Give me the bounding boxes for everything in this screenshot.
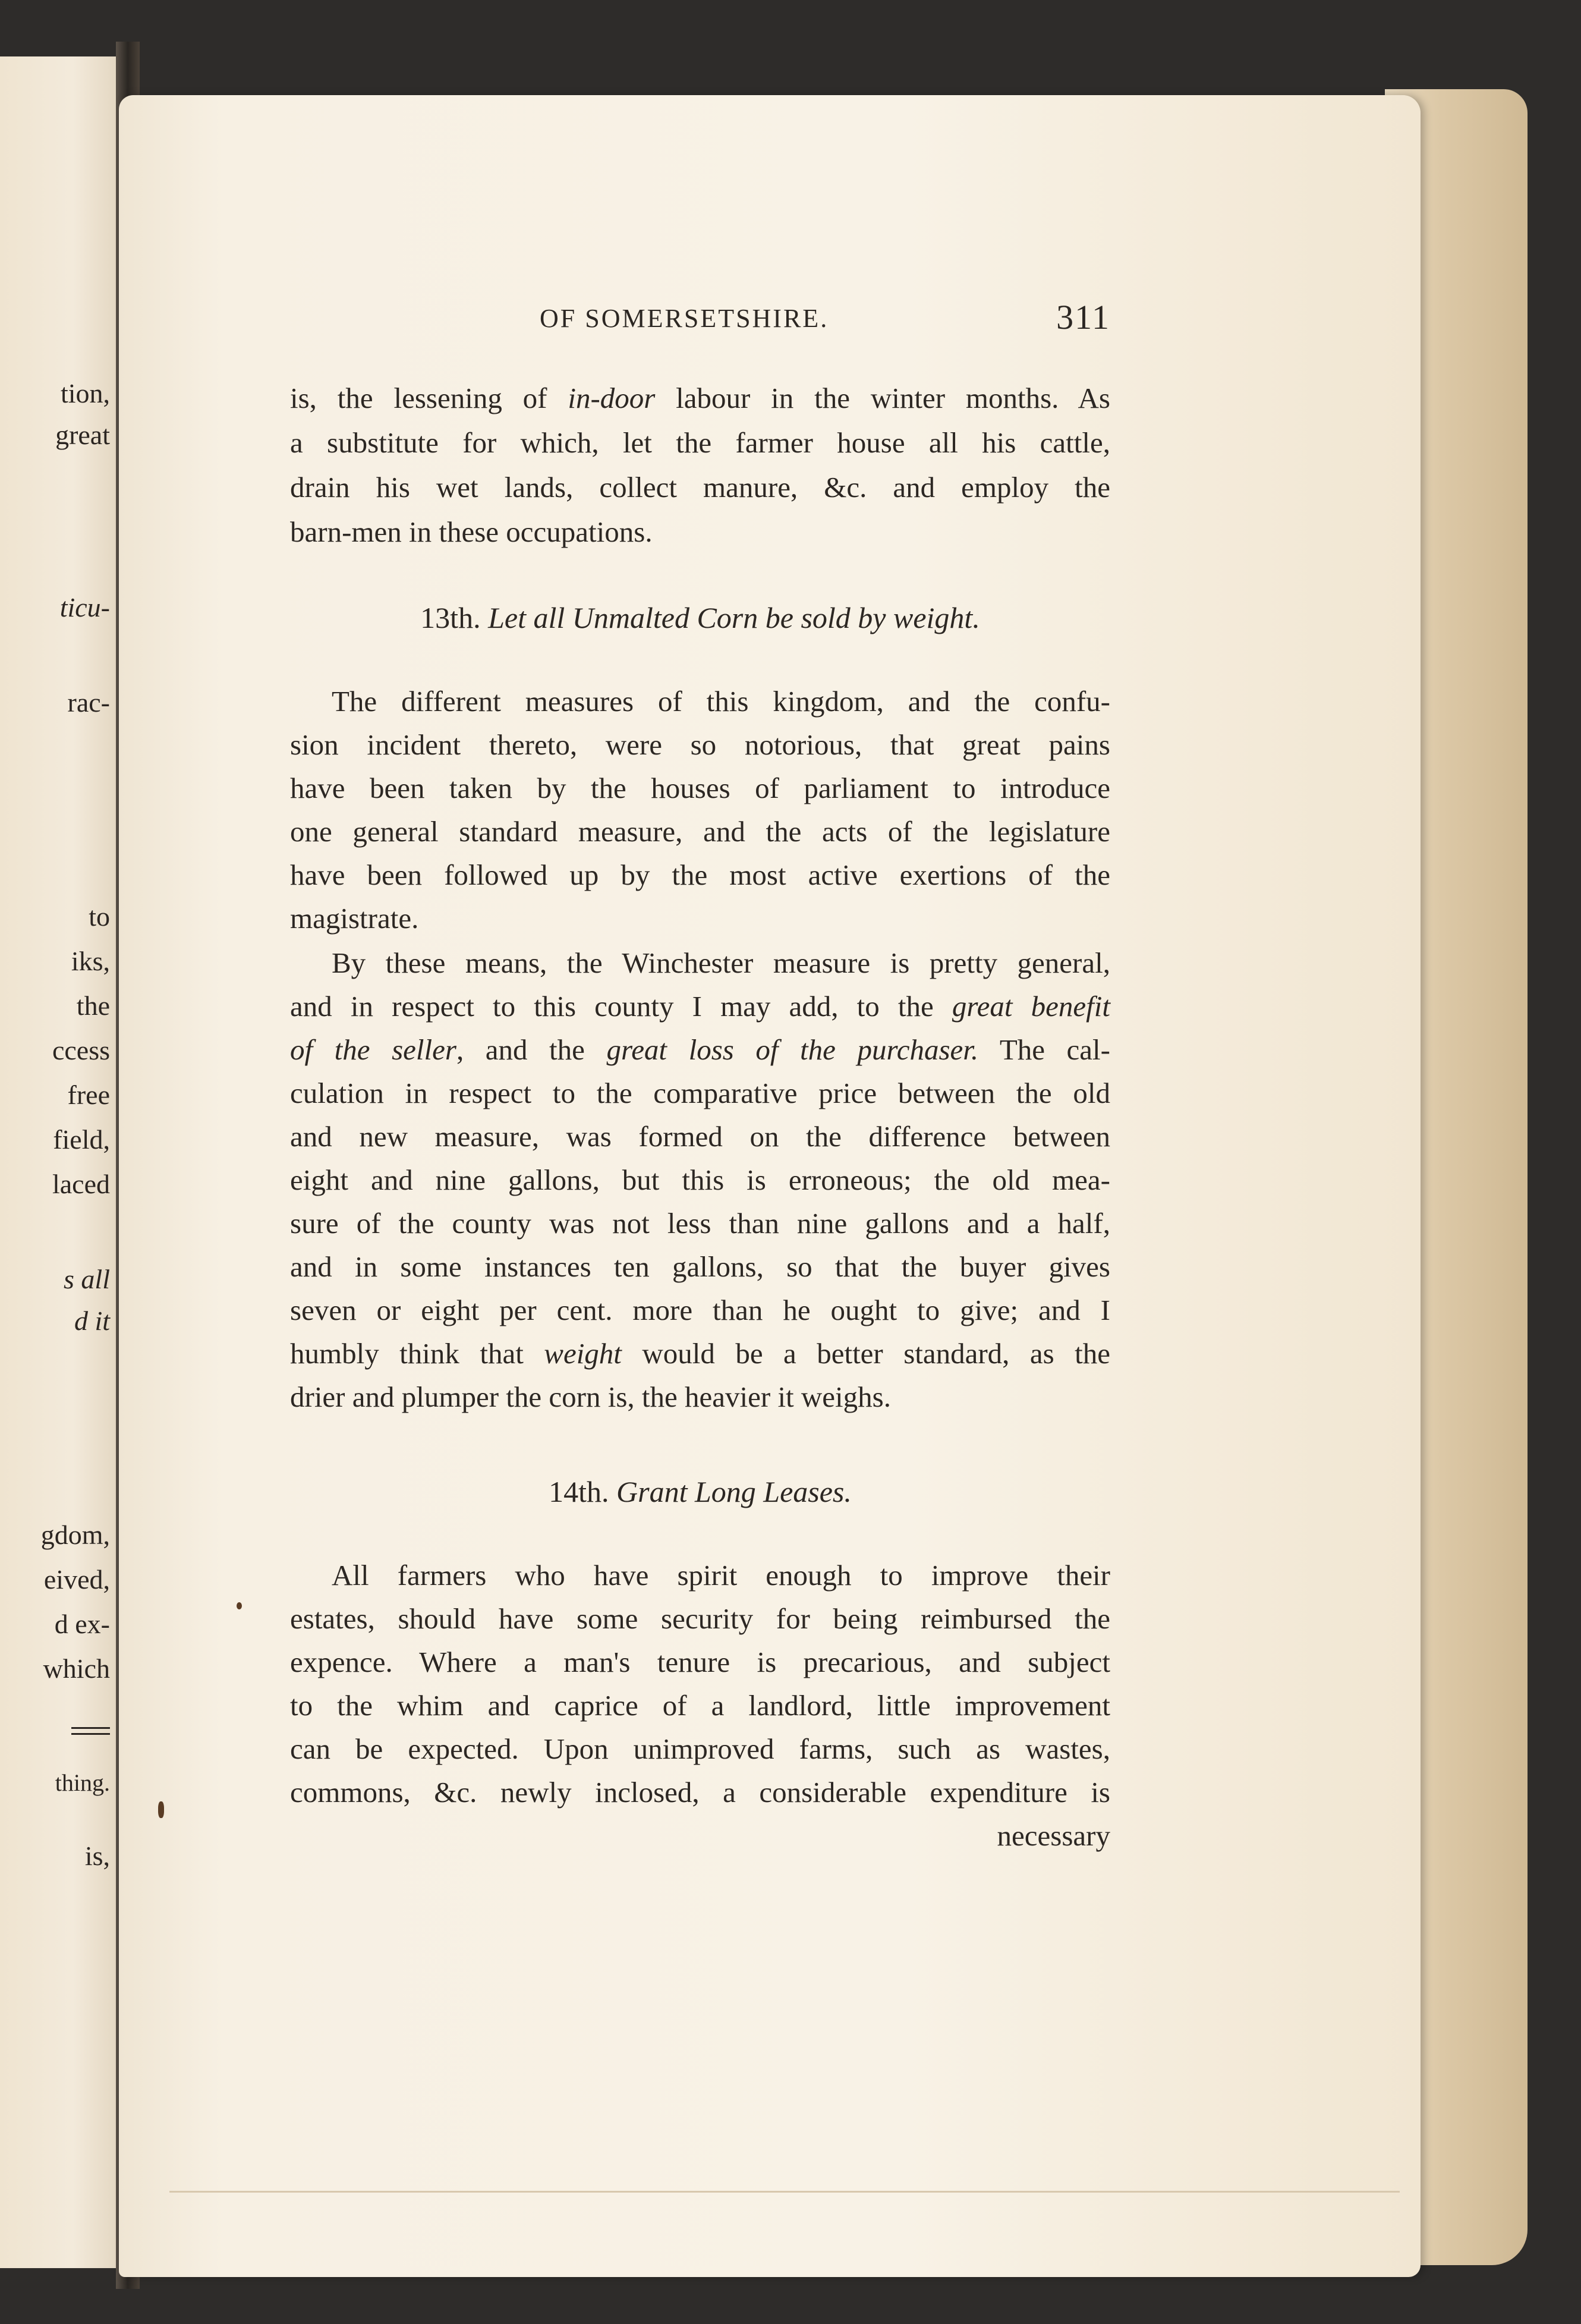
section-title: Grant Long Leases. (616, 1475, 852, 1508)
left-fragment: the (76, 990, 110, 1021)
text-line: magistrate. (290, 902, 419, 935)
section-number: 14th. (549, 1475, 609, 1508)
text-line: sion incident thereto, were so notorious, that great pains (290, 728, 1110, 761)
left-fragment: gdom, (40, 1520, 110, 1550)
text-line: one general standard measure, and the acts of the legislature (290, 815, 1110, 848)
section-heading (290, 600, 1110, 642)
left-fragment: to (89, 901, 110, 932)
left-fragment: thing. (55, 1769, 110, 1796)
text-line: barn-men in these occupations. (290, 515, 653, 548)
left-rule (71, 1733, 110, 1735)
section-number: 13th. (420, 601, 481, 634)
text-line: to the whim and caprice of a landlord, little improvement (290, 1689, 1110, 1722)
left-facing-page (0, 56, 122, 2268)
text-line: expence. Where a man's tenure is precarious, and subject (290, 1646, 1110, 1678)
page-number: 311 (1056, 298, 1110, 337)
left-fragment: d ex- (54, 1609, 110, 1639)
text-line: All farmers who have spirit enough to improve their (332, 1559, 1110, 1592)
left-fragment: iks, (71, 946, 110, 976)
text-line: have been followed up by the most active exertions of the (290, 858, 1110, 891)
text-line: seven or eight per cent. more than he ought to give; and I (290, 1294, 1110, 1326)
text-line: humbly think that weight would be a better standard, as the (290, 1337, 1110, 1370)
text-line: commons, &c. newly inclosed, a considerable expenditure is (290, 1776, 1110, 1809)
section-heading (290, 1474, 1110, 1516)
catchword: necessary (997, 1819, 1110, 1852)
left-fragment: free (67, 1080, 110, 1110)
left-fragment: field, (53, 1124, 110, 1155)
text-line: By these means, the Winchester measure is pretty general, (332, 946, 1110, 979)
left-fragment: tion, (60, 378, 110, 408)
text-line: The different measures of this kingdom, and the confu- (332, 685, 1110, 718)
left-fragment: rac- (67, 687, 110, 718)
left-fragment: s all (64, 1264, 110, 1294)
running-head (290, 297, 1110, 339)
left-fragment: is, (84, 1841, 110, 1871)
text-line: and new measure, was formed on the difference between (290, 1120, 1110, 1153)
running-head-title: OF SOMERSETSHIRE. (540, 304, 829, 333)
text-line: can be expected. Upon unimproved farms, such as wastes, (290, 1732, 1110, 1765)
left-rule (71, 1727, 110, 1729)
text-line: eight and nine gallons, but this is erroneous; the old mea- (290, 1163, 1110, 1196)
left-fragment: which (43, 1653, 110, 1684)
section-title: Let all Unmalted Corn be sold by weight. (488, 601, 980, 634)
left-fragment: ticu- (59, 592, 110, 622)
text-line: of the seller, and the great loss of the purchaser. The cal- (290, 1033, 1110, 1066)
text-line: a substitute for which, let the farmer house all his cattle, (290, 426, 1110, 459)
text-line: culation in respect to the comparative price between the old (290, 1077, 1110, 1109)
text-line: drain his wet lands, collect manure, &c. and employ the (290, 471, 1110, 504)
page-bottom-edge (169, 2191, 1400, 2193)
foxing-spot (237, 1602, 242, 1609)
text-line: estates, should have some security for being reimbursed the (290, 1602, 1110, 1635)
text-line: have been taken by the houses of parliament to introduce (290, 772, 1110, 804)
left-fragment: ccess (52, 1035, 110, 1065)
left-fragment: great (55, 420, 110, 450)
text-line: and in some instances ten gallons, so that the buyer gives (290, 1250, 1110, 1283)
text-line: is, the lessening of in-door labour in the winter months. As (290, 382, 1110, 414)
text-line: drier and plumper the corn is, the heavier it weighs. (290, 1380, 891, 1413)
foxing-spot (158, 1801, 164, 1818)
left-fragment: d it (74, 1306, 110, 1336)
text-line: and in respect to this county I may add, to the great benefit (290, 990, 1110, 1023)
left-fragment: eived, (43, 1564, 110, 1595)
left-fragment: laced (52, 1169, 110, 1199)
text-line: sure of the county was not less than nine gallons and a half, (290, 1207, 1110, 1240)
